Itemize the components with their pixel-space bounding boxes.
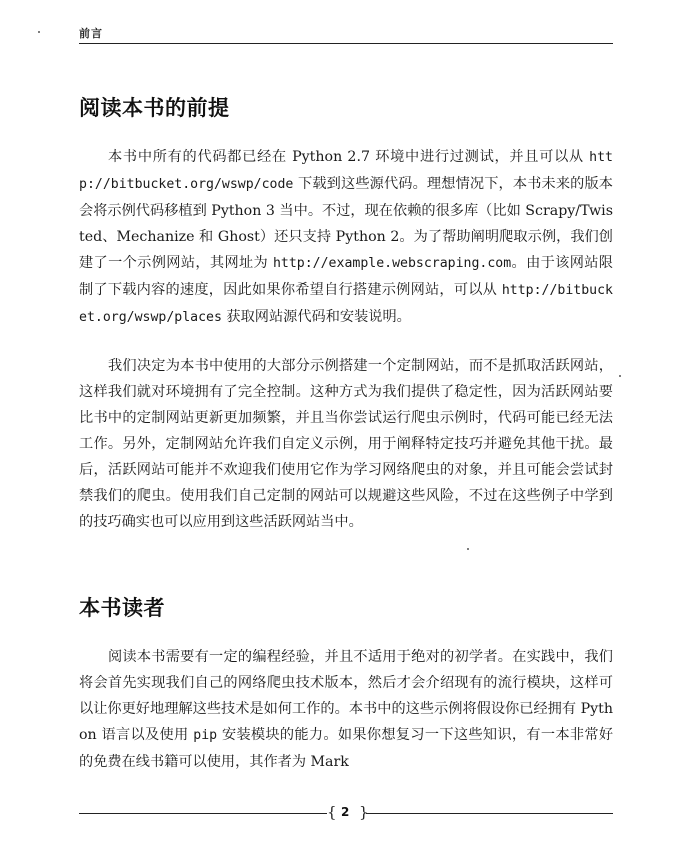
body-text: 安装模块的能力。如果你想复习一下这些知识，有一本非常好的免费在线书籍可以使用，其作者为 Mark xyxy=(79,727,614,770)
footer-rule-right xyxy=(366,813,613,814)
body-text: 下载到这些源代码。理想情况下，本书未来的版本会将示例代码移植到 Python 3 当中。不过，现在依赖的很多库（比如 Scrapy/Twisted、Mechanize 和 Ghost）还只支持 Python 2。为了帮助阐明爬取示例，我们创建了一个示例网站，其网址为 xyxy=(79,176,613,271)
section-heading-audience: 本书读者 xyxy=(79,596,165,620)
footer-bracket-left: { xyxy=(327,803,337,821)
paragraph xyxy=(79,644,613,775)
scan-speck xyxy=(619,375,621,377)
header-rule xyxy=(79,43,613,44)
body-text: 阅读本书需要有一定的编程经验，并且不适用于绝对的初学者。在实践中，我们将会首先实现我们自己的网络爬虫技术版本，然后才会介绍现有的流行模块，这样可以让你更好地理解这些技术是如何工作的。本书中的这些示例将假设你已经拥有 Python 语言以及使用 xyxy=(79,649,613,743)
code-text: http://example.webscraping.com xyxy=(272,256,512,271)
body-text: 我们决定为本书中使用的大部分示例搭建一个定制网站，而不是抓取活跃网站，这样我们就对环境拥有了完全控制。这种方式为我们提供了稳定性，因为活跃网站要比书中的定制网站更新更加频繁，并且当你尝试运行爬虫示例时，代码可能已经无法工作。另外，定制网站允许我们自定义示例，用于阐释特定技巧并避免其他干扰。最后，活跃网站可能并不欢迎我们使用它作为学习网络爬虫的对象，并且可能会尝试封禁我们的爬虫。使用我们自己定制的网站可以规避这些风险，不过在这些例子中学到的技巧确实也可以应用到这些活跃网站当中。 xyxy=(79,358,613,530)
code-text: http://bitbucket.org/wswp/places xyxy=(79,283,613,325)
code-text: http://bitbucket.org/wswp/code xyxy=(79,150,613,192)
scan-speck xyxy=(467,548,469,550)
scan-speck xyxy=(38,31,40,33)
running-head: 前言 xyxy=(79,27,103,40)
body-text: 获取网站源代码和安装说明。 xyxy=(221,309,411,325)
body-text: 本书中所有的代码都已经在 Python 2.7 环境中进行过测试，并且可以从 xyxy=(108,149,590,165)
section-heading-prerequisites: 阅读本书的前提 xyxy=(79,96,230,120)
paragraph xyxy=(79,353,613,535)
code-text: pip xyxy=(193,728,218,743)
page-number: 2 xyxy=(341,805,350,819)
footer-bracket-right: } xyxy=(359,803,369,821)
body-text: 。由于该网站限制了下载内容的速度，因此如果你希望自行搭建示例网站，可以从 xyxy=(79,255,613,298)
paragraph xyxy=(79,144,613,331)
footer-rule-left xyxy=(79,813,327,814)
